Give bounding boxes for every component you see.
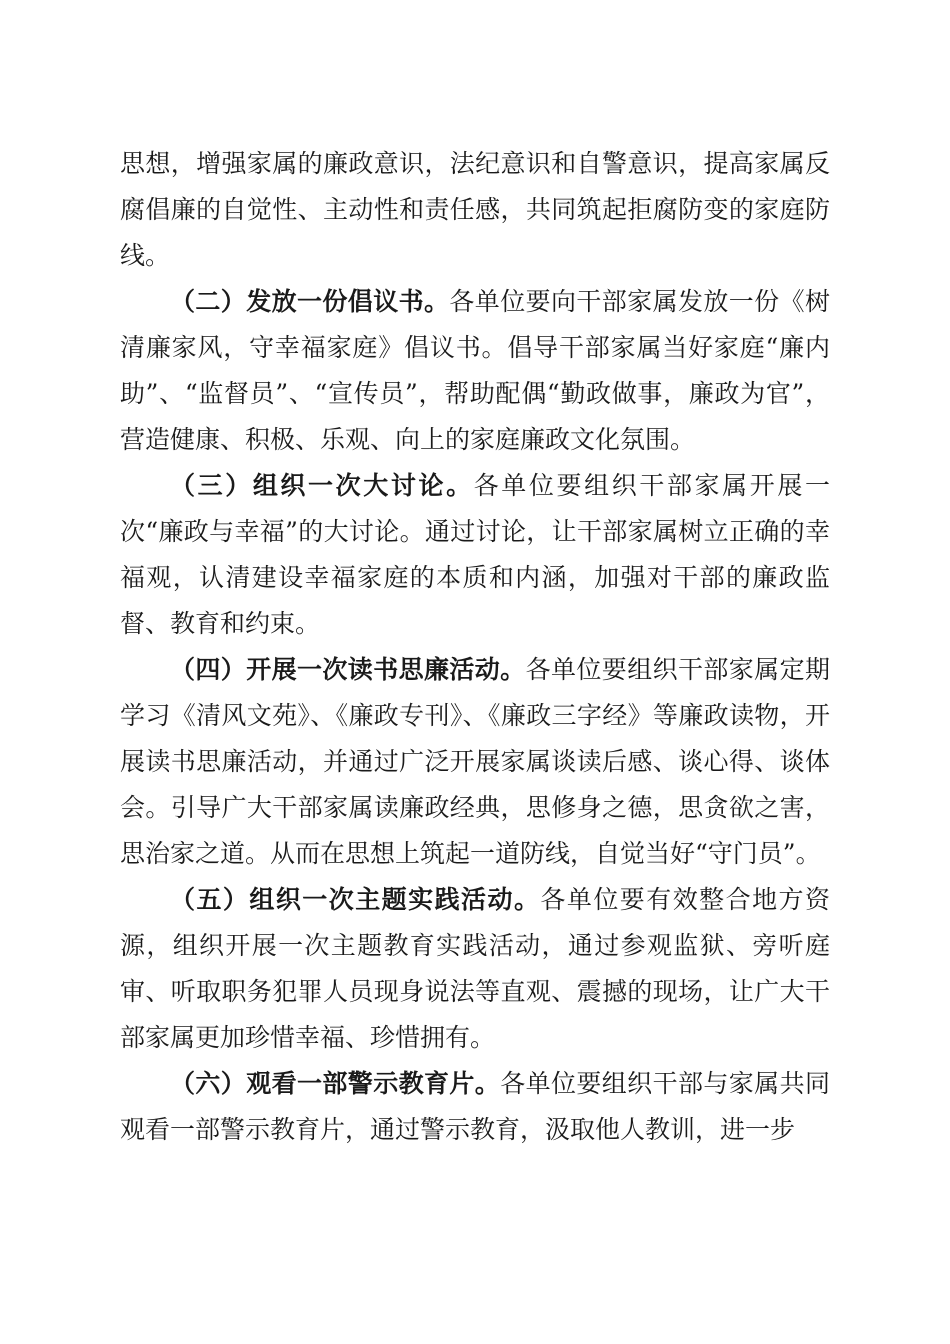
paragraph-heading: （三）组织一次大讨论。	[170, 471, 474, 500]
paragraph-item-5	[120, 877, 830, 1061]
paragraph-heading: （五）组织一次主题实践活动。	[170, 885, 541, 914]
paragraph-heading: （二）发放一份倡议书。	[170, 287, 450, 316]
paragraph-text: 各单位要组织干部家属定期学习《清风文苑》、《廉政专刊》、《廉政三字经》等廉政读物，开展读书思廉活动，并通过广泛开展家属谈读后感、谈心得、谈体会。引导广大干部家属读廉政经典，思修身之德，思贪欲之害，思治家之道。从而在思想上筑起一道防线，自觉当好“守门员”。	[120, 655, 830, 868]
paragraph-heading: （四）开展一次读书思廉活动。	[170, 655, 526, 684]
paragraph-text: 思想，增强家属的廉政意识，法纪意识和自警意识，提高家属反腐倡廉的自觉性、主动性和责任感，共同筑起拒腐防变的家庭防线。	[120, 149, 830, 270]
paragraph-continuation	[120, 141, 830, 279]
paragraph-item-4	[120, 647, 830, 877]
paragraph-text: 各单位要组织干部与家属共同观看一部警示教育片，通过警示教育，汲取他人教训，进一步	[120, 1069, 830, 1144]
paragraph-text: 各单位要有效整合地方资源，组织开展一次主题教育实践活动，通过参观监狱、旁听庭审、听取职务犯罪人员现身说法等直观、震撼的现场，让广大干部家属更加珍惜幸福、珍惜拥有。	[120, 885, 830, 1052]
paragraph-item-3	[120, 463, 830, 647]
paragraph-item-6	[120, 1061, 830, 1153]
paragraph-item-2	[120, 279, 830, 463]
document-body	[120, 141, 830, 1153]
paragraph-text: 各单位要组织干部家属开展一次“廉政与幸福”的大讨论。通过讨论，让干部家属树立正确的幸福观，认清建设幸福家庭的本质和内涵，加强对干部的廉政监督、教育和约束。	[120, 471, 830, 638]
paragraph-heading: （六）观看一部警示教育片。	[170, 1069, 501, 1098]
paragraph-text: 各单位要向干部家属发放一份《树清廉家风，守幸福家庭》倡议书。倡导干部家属当好家庭“廉内助”、“监督员”、“宣传员”，帮助配偶“勤政做事，廉政为官”，营造健康、积极、乐观、向上的家庭廉政文化氛围。	[120, 287, 830, 454]
